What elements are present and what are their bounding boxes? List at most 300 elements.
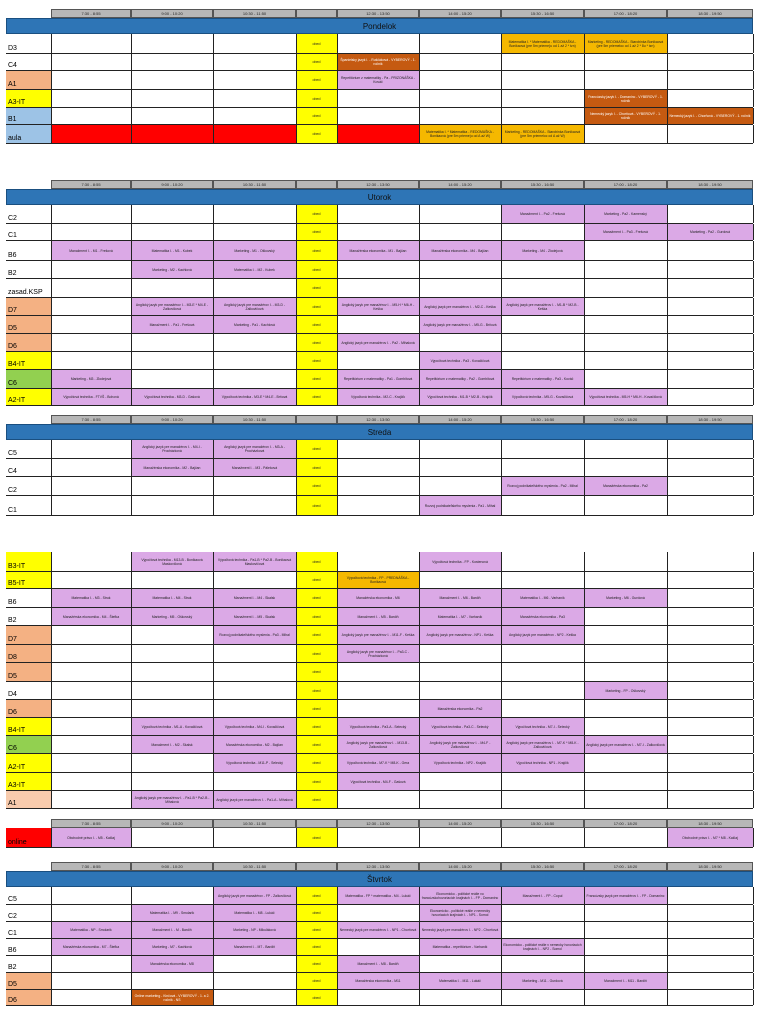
- grid-line: [667, 773, 668, 790]
- time-slot-label: [296, 819, 337, 828]
- grid-line: [419, 71, 420, 89]
- grid-line: [296, 552, 297, 571]
- class-entry[interactable]: Francúzsky jazyk pre manažérov I. - FP - Domaninc: [584, 887, 667, 904]
- class-entry[interactable]: Výpočtová technika - M7-K * M8-K - Gera: [337, 754, 419, 772]
- class-entry[interactable]: Marketing - M3 - Zlodejová: [51, 370, 131, 388]
- class-entry[interactable]: Manažérska ekonomika - M4 - Bajčan: [419, 241, 501, 260]
- class-entry[interactable]: Manažment I. - Pa2 - Frešová: [501, 205, 584, 223]
- grid-line: [131, 125, 132, 143]
- class-entry[interactable]: Marketing - REDOMAŠKA - Starobinka Bonikaová (pre 5m priemeloc od 1 až 2 * 8u * tzn): [584, 34, 667, 53]
- lunch-break-cell: obed: [296, 773, 337, 790]
- class-entry[interactable]: Španielsky jazyk I. - Ruščáková - VYBEROVÝ - 1. ročník: [337, 54, 419, 70]
- class-entry[interactable]: Matematika I. - M1 - Kubek: [131, 241, 213, 260]
- class-entry[interactable]: Ekonomicko - politické reálie v nemecky hovoriacich krajinách I. - NP1 - Somol: [419, 905, 501, 921]
- grid-line: [584, 477, 585, 495]
- room-row: [6, 370, 753, 389]
- class-entry[interactable]: Výpočtová technika - FP - PREDNÁŠKA - Bonikaová: [337, 572, 419, 588]
- grid-line: [337, 334, 338, 351]
- grid-line: [131, 990, 132, 1005]
- class-entry[interactable]: Matematika I. - M7 - Varhaník: [419, 608, 501, 625]
- class-entry[interactable]: Manažment I. - M3 - Páleková: [213, 459, 296, 476]
- room-label: B2: [6, 261, 51, 278]
- grid-line: [584, 887, 585, 904]
- class-entry[interactable]: Anglický jazyk pre manažérov - NP2 - Keška: [501, 626, 584, 644]
- grid-line: [667, 589, 668, 607]
- lunch-break-cell: obed: [296, 718, 337, 735]
- grid-line: [584, 990, 585, 1005]
- room-row: [6, 922, 753, 939]
- class-entry[interactable]: Anglický jazyk pre manažérov I. - M11-F - Keška: [337, 626, 419, 644]
- room-label: A3-IT: [6, 90, 51, 107]
- grid-line: [501, 905, 502, 921]
- room-row: [6, 34, 753, 54]
- grid-line: [584, 125, 585, 143]
- class-entry[interactable]: Manažérska ekonomika - Pa2: [584, 477, 667, 495]
- class-entry[interactable]: Anglický jazyk pre manažérov I. - M4-F - Zalkovičová: [419, 736, 501, 753]
- grid-line: [213, 108, 214, 124]
- grid-line: [51, 887, 52, 904]
- grid-line: [667, 572, 668, 588]
- room-label: C6: [6, 370, 51, 388]
- room-row: [6, 682, 753, 700]
- grid-line: [419, 352, 420, 369]
- class-entry[interactable]: Matematika I. - M6 - Varhaník: [501, 589, 584, 607]
- grid-line: [337, 496, 338, 515]
- room-row: [6, 459, 753, 477]
- room-row: [6, 261, 753, 279]
- grid-line: [501, 663, 502, 681]
- grid-line: [337, 754, 338, 772]
- lunch-break-cell: obed: [296, 224, 337, 240]
- class-entry[interactable]: Manažérska ekonomika - M8: [131, 956, 213, 972]
- grid-line: [296, 54, 297, 70]
- class-entry[interactable]: Manažment I. - FP - Copul: [501, 887, 584, 904]
- grid-line: [51, 828, 52, 847]
- grid-line: [213, 261, 214, 278]
- grid-line: [337, 552, 338, 571]
- grid-line: [501, 261, 502, 278]
- class-entry[interactable]: Marketing - NP - Mikuláková: [213, 922, 296, 938]
- class-entry[interactable]: Výpočtová technika - M4-I - Kovačičová: [213, 718, 296, 735]
- class-entry[interactable]: Anglický jazyk pre manažérov I. - M3-E * M4-E - Zalkovičová: [131, 298, 213, 315]
- grid-line: [337, 626, 338, 644]
- time-slot-label: 12:30 - 13:50: [337, 180, 419, 189]
- grid-line: [419, 370, 420, 388]
- grid-line: [131, 552, 132, 571]
- grid-line: [753, 316, 754, 333]
- class-entry[interactable]: Manažérska ekonomika - Pa2: [419, 700, 501, 717]
- grid-line: [337, 125, 338, 143]
- class-entry[interactable]: Obchodné právo I. - M5 - Kalčaj: [51, 828, 131, 847]
- grid-line: [51, 261, 52, 278]
- grid-line: [419, 663, 420, 681]
- room-label: B3-IT: [6, 552, 51, 571]
- grid-line: [501, 589, 502, 607]
- class-entry[interactable]: Rozvoj podnikateľského myslenia - Pa1 - Mihal: [419, 496, 501, 515]
- class-entry[interactable]: Manažérska ekonomika - M4 - Štefka: [51, 608, 131, 625]
- class-entry[interactable]: Výpočtová technika - FTVŠ - Bohová: [51, 389, 131, 405]
- class-entry[interactable]: Marketing - M7 - Kachlová: [131, 939, 213, 955]
- grid-line: [419, 700, 420, 717]
- grid-line: [337, 298, 338, 315]
- lunch-break-cell: obed: [296, 700, 337, 717]
- grid-line: [753, 645, 754, 662]
- lunch-break-cell: obed: [296, 71, 337, 89]
- class-entry[interactable]: Marketing - Pa1 - Kachlová: [213, 316, 296, 333]
- grid-line: [337, 459, 338, 476]
- room-label: D5: [6, 316, 51, 333]
- grid-line: [213, 589, 214, 607]
- class-entry[interactable]: Výpočtová technika - M13-B - Bonikaová Maskovičová: [131, 552, 213, 571]
- class-entry[interactable]: Nemecký jazyk pre manažérov I. - NP1 - Chorňová: [337, 922, 419, 938]
- grid-line: [419, 939, 420, 955]
- grid-line: [131, 828, 132, 847]
- grid-line: [337, 828, 338, 847]
- grid-line: [753, 572, 754, 588]
- lunch-break-cell: obed: [296, 956, 337, 972]
- class-entry[interactable]: Rozvoj podnikateľského myslenia - Pa3 - Mihal: [213, 626, 296, 644]
- class-entry[interactable]: Výpočtová technika - FP - Kostenová: [419, 552, 501, 571]
- grid-line: [501, 939, 502, 955]
- class-entry[interactable]: Anglický jazyk pre manažérov - FP - Zalkovičová: [213, 887, 296, 904]
- class-entry[interactable]: Marketing - M4 - Zlodejová: [501, 241, 584, 260]
- class-entry[interactable]: Marketing - M6 - Gurdová: [584, 589, 667, 607]
- class-entry[interactable]: Online marketing - Kinčová - VYBEROVÝ - 1. a 2. ročník - NS: [131, 990, 213, 1005]
- class-entry[interactable]: Manažérska ekonomika - M2 - Bajčan: [131, 459, 213, 476]
- class-entry[interactable]: Anglický jazyk pre manažérov I. - Pa2 - Mihalová: [337, 334, 419, 351]
- grid-line: [501, 279, 502, 297]
- class-entry[interactable]: Nemecký jazyk pre manažérov I. - NP2 - Chorňová: [419, 922, 501, 938]
- grid-line: [51, 370, 52, 388]
- grid-line: [296, 626, 297, 644]
- class-entry[interactable]: Manažment I. - M5 - Skalsk: [213, 608, 296, 625]
- grid-line: [753, 298, 754, 315]
- time-slot-label: 15:30 - 16:50: [501, 180, 584, 189]
- grid-line: [213, 956, 214, 972]
- class-entry[interactable]: Anglický jazyk pre manažérov I. - M7-K * M8-K - Zalkovičová: [501, 736, 584, 753]
- grid-line: [419, 241, 420, 260]
- grid-line: [337, 316, 338, 333]
- class-entry[interactable]: Nemecký jazyk I. - Chorňová - VYBEROVÝ - 1. ročník: [667, 108, 753, 124]
- room-label: A1: [6, 791, 51, 808]
- class-entry[interactable]: Marketing - M11 - Gurdová: [501, 973, 584, 989]
- class-entry[interactable]: Marketing - Pa2 - Kamenský: [584, 205, 667, 223]
- grid-line: [131, 108, 132, 124]
- grid-line: [753, 477, 754, 495]
- time-header-row: [6, 819, 753, 828]
- class-entry[interactable]: Manažment I. - Pa1 - Frešová: [131, 316, 213, 333]
- class-entry[interactable]: Manažment I. - M4 - Skalsk: [213, 589, 296, 607]
- class-entry[interactable]: Manažérska ekonomika - M6: [337, 589, 419, 607]
- grid-line: [753, 54, 754, 70]
- time-slot-label: 14:00 - 15:20: [419, 180, 501, 189]
- grid-line: [131, 71, 132, 89]
- reserved-block: [51, 125, 419, 143]
- class-entry[interactable]: Manažérska ekonomika - M2 - Bajčan: [213, 736, 296, 753]
- time-slot-label: 7:30 - 8:55: [51, 862, 131, 871]
- grid-line: [51, 589, 52, 607]
- time-slot-label: 9:00 - 10:20: [131, 862, 213, 871]
- grid-line: [213, 459, 214, 476]
- grid-line: [419, 754, 420, 772]
- grid-line: [296, 754, 297, 772]
- class-entry[interactable]: Výpočtová technika - M1-A - Kovačičová: [131, 718, 213, 735]
- time-slot-label: 9:00 - 10:20: [131, 180, 213, 189]
- room-row: [6, 552, 753, 572]
- class-entry[interactable]: Výpočtová technika - M11-P - Selecký: [213, 754, 296, 772]
- grid-line: [419, 990, 420, 1005]
- class-entry[interactable]: Manažment I. - M6 - Bardiň: [419, 589, 501, 607]
- grid-line: [667, 125, 668, 143]
- grid-line: [501, 700, 502, 717]
- class-entry[interactable]: Manažérska ekonomika - M1 - Bajčan: [337, 241, 419, 260]
- grid-line: [419, 552, 420, 571]
- room-row: [6, 205, 753, 224]
- class-entry[interactable]: Rozvoj podnikateľského myslenia - Pa2 - Mihal: [501, 477, 584, 495]
- class-entry[interactable]: Anglický jazyk pre manažérov I. - M5-G - Brňová: [419, 316, 501, 333]
- grid-line: [51, 682, 52, 699]
- grid-line: [337, 90, 338, 107]
- class-entry[interactable]: Výpočtová technika - NP2 - Krajčík: [419, 754, 501, 772]
- grid-line: [296, 956, 297, 972]
- class-entry[interactable]: Ekonomicko - politické reálie v nemecky hovoriacich krajinách I. - NP2 - Somol: [501, 939, 584, 955]
- class-entry[interactable]: Manažérska ekonomika - M7 - Štefka: [51, 939, 131, 955]
- grid-line: [51, 496, 52, 515]
- class-entry[interactable]: Anglický jazyk pre manažérov I. - M3-A - Procházková: [213, 440, 296, 458]
- class-entry[interactable]: Anglický jazyk pre manažérov I. - M7-I - Zalkovičová: [584, 736, 667, 753]
- grid-line: [296, 922, 297, 938]
- class-entry[interactable]: Manažment I. - M5 - Bardiň: [337, 608, 419, 625]
- class-entry[interactable]: Anglický jazyk pre manažérov I. - M2-C - Keška: [419, 298, 501, 315]
- class-entry[interactable]: Výpočtová technika - Pa1-B * Pa2-B - Bonikaová Maskovičová: [213, 552, 296, 571]
- grid-line: [51, 773, 52, 790]
- time-slot-label: 15:30 - 16:50: [501, 819, 584, 828]
- grid-line: [213, 71, 214, 89]
- day-header: Pondelok: [6, 18, 753, 34]
- class-entry[interactable]: Matematika - FP * matematika - M4 - Lukáč: [337, 887, 419, 904]
- grid-line: [296, 298, 297, 315]
- grid-line: [296, 773, 297, 790]
- class-entry[interactable]: Manažment I. - M - Bardiň: [131, 922, 213, 938]
- class-entry[interactable]: Manažérska ekonomika - M11: [337, 973, 419, 989]
- lunch-break-cell: obed: [296, 589, 337, 607]
- class-entry[interactable]: Matematika I. - M4 - Struk: [131, 589, 213, 607]
- time-slot-label: 18:30 - 19:50: [667, 415, 753, 424]
- grid-line: [337, 34, 338, 53]
- grid-line: [296, 496, 297, 515]
- day-header: Štvrtok: [6, 871, 753, 887]
- class-entry[interactable]: Obchodné právo I. - M7 * M8 - Kalčaj: [667, 828, 753, 847]
- class-entry[interactable]: Manažment I. - M7 - Bardiň: [213, 939, 296, 955]
- grid-line: [337, 791, 338, 808]
- grid-line: [131, 352, 132, 369]
- grid-line: [213, 54, 214, 70]
- room-label: B2: [6, 956, 51, 972]
- grid-line: [584, 828, 585, 847]
- grid-line: [584, 459, 585, 476]
- time-slot-label: 17:00 - 18:20: [584, 819, 667, 828]
- class-entry[interactable]: Matematika I. * Matematika - REDOMAŠKA - Bonikaová (pre 5m prieme)u od 1 až 2 * tzn): [501, 34, 584, 53]
- grid-line: [131, 477, 132, 495]
- class-entry[interactable]: Výpočtová technika - Pa3 - Kovačičová: [419, 352, 501, 369]
- grid-line: [51, 626, 52, 644]
- grid-line: [213, 389, 214, 405]
- class-entry[interactable]: Repetitórium z matematiky - Pa - PRIZONÁŠKA - Kováč: [337, 71, 419, 89]
- grid-line: [501, 828, 502, 847]
- grid-line: [296, 905, 297, 921]
- lunch-break-cell: obed: [296, 754, 337, 772]
- room-label: zasad.KSP: [6, 279, 51, 297]
- class-entry[interactable]: Anglický jazyk pre manažérov I. - M4-I - Procházková: [131, 440, 213, 458]
- grid-line: [753, 440, 754, 458]
- time-slot-label: 15:30 - 16:50: [501, 415, 584, 424]
- grid-line: [753, 939, 754, 955]
- class-entry[interactable]: Anglický jazyk pre manažérov I. - M5-H * M6-H - Keška: [337, 298, 419, 315]
- class-entry[interactable]: Nemecký jazyk I. - Chorňová - VYBEROVÝ - 1. ročník: [584, 108, 667, 124]
- grid-line: [131, 736, 132, 753]
- grid-line: [51, 224, 52, 240]
- grid-line: [213, 663, 214, 681]
- grid-line: [667, 754, 668, 772]
- class-entry[interactable]: Matematika I. * Matematika - REDOMAŠKA - Bonikaová (pre 5m prieme)u od A až W): [419, 125, 501, 143]
- class-entry[interactable]: Repetitórium z matematiky - Pa1 - Gombitová: [337, 370, 419, 388]
- lunch-break-cell: obed: [296, 316, 337, 333]
- grid-line: [667, 887, 668, 904]
- class-entry[interactable]: Repetitórium z matematiky - Pa3 - Kováč: [501, 370, 584, 388]
- grid-line: [131, 572, 132, 588]
- class-entry[interactable]: Manažment I. - Pa3 - Frešová: [584, 224, 667, 240]
- class-entry[interactable]: Výpočtová technika - M4-F - Gašová: [337, 773, 419, 790]
- class-entry[interactable]: Manažment I. - M11 - Bardiň: [584, 973, 667, 989]
- grid-line: [213, 477, 214, 495]
- room-row: [6, 298, 753, 316]
- grid-line: [753, 352, 754, 369]
- class-entry[interactable]: Výpočtová technika - M1-B * M2-B - Krajčík: [419, 389, 501, 405]
- grid-line: [419, 608, 420, 625]
- grid-line: [419, 626, 420, 644]
- grid-line: [131, 298, 132, 315]
- class-entry[interactable]: Matematika I. - M2 - Kubek: [213, 261, 296, 278]
- class-entry[interactable]: Výpočtová technika - Pa3-C - Selecký: [419, 718, 501, 735]
- class-entry[interactable]: Manažment I. - M2 - Skalsk: [131, 736, 213, 753]
- grid-line: [667, 608, 668, 625]
- grid-line: [213, 700, 214, 717]
- grid-line: [131, 718, 132, 735]
- room-label: C5: [6, 440, 51, 458]
- time-slot-label: 7:30 - 8:55: [51, 180, 131, 189]
- room-row: [6, 736, 753, 754]
- class-entry[interactable]: Marketing - Pa2 - Gurdová: [667, 224, 753, 240]
- class-entry[interactable]: Matematika I. - M11 - Lukáč: [419, 973, 501, 989]
- grid-line: [753, 905, 754, 921]
- grid-line: [131, 496, 132, 515]
- grid-line: [51, 663, 52, 681]
- grid-line: [584, 773, 585, 790]
- room-row: [6, 887, 753, 905]
- class-entry[interactable]: Matematika I. - M9 - Smolarik: [131, 905, 213, 921]
- class-entry[interactable]: Marketing - REDOMAŠKA - Starobinka Bonikaová (pre 5m priemeloc od A až W): [501, 125, 584, 143]
- room-label: D6: [6, 700, 51, 717]
- grid-line: [753, 370, 754, 388]
- class-entry[interactable]: Anglický jazyk pre manažérov I. - Pa1-B * Pa2-B - Mihalová: [131, 791, 213, 808]
- class-entry[interactable]: Výpočtová technika - M2-C - Krajčík: [337, 389, 419, 405]
- class-entry[interactable]: Marketing - M1 - Oškovský: [213, 241, 296, 260]
- time-header-row: [6, 180, 753, 189]
- grid-line: [213, 736, 214, 753]
- class-entry[interactable]: Manažment I. - M8 - Bardiň: [337, 956, 419, 972]
- class-entry[interactable]: Výpočtová technika - M3-E * M4-E - Brňová: [213, 389, 296, 405]
- class-entry[interactable]: Manažérska ekonomika - Pa3: [501, 608, 584, 625]
- class-entry[interactable]: Výpočtová technika - M5-H * M6-H - Kovačičová: [584, 389, 667, 405]
- grid-line: [213, 791, 214, 808]
- grid-line: [584, 90, 585, 107]
- grid-line: [501, 645, 502, 662]
- grid-line: [584, 922, 585, 938]
- grid-line: [337, 370, 338, 388]
- class-entry[interactable]: Ekonomicko - politické reálie vo francúzskohovoriacich krajinách I. - FP - Domaninc: [419, 887, 501, 904]
- grid-line: [131, 389, 132, 405]
- class-entry[interactable]: Anglický jazyk pre manažérov - NP1 - Keška: [419, 626, 501, 644]
- class-entry[interactable]: Výpočtová technika - M3-D - Gašová: [131, 389, 213, 405]
- grid-line: [753, 224, 754, 240]
- class-entry[interactable]: Matematika I. - M3 - Struk: [51, 589, 131, 607]
- class-entry[interactable]: Matematika - NP - Smolarik: [51, 922, 131, 938]
- grid-line: [337, 608, 338, 625]
- class-entry[interactable]: Manažment I. - M1 - Frešová: [51, 241, 131, 260]
- class-entry[interactable]: Výpočtová technika - Pa3-A - Selecký: [337, 718, 419, 735]
- grid-line: [419, 389, 420, 405]
- class-entry[interactable]: Marketing - FP - Oškovský: [584, 682, 667, 699]
- room-row: [6, 905, 753, 922]
- class-entry[interactable]: Marketing - M5 - Oškovský: [131, 608, 213, 625]
- grid-line: [753, 736, 754, 753]
- class-entry[interactable]: Anglický jazyk pre manažérov I. - M1-B * M2-B - Keška: [501, 298, 584, 315]
- time-slot-label: 10:30 - 11:50: [213, 180, 296, 189]
- class-entry[interactable]: Marketing - M2 - Kachlová: [131, 261, 213, 278]
- class-entry[interactable]: Francúzsky jazyk I. - Domaninc - VYBEROVÝ - 1. ročník: [584, 90, 667, 107]
- class-entry[interactable]: Matematika I. - M8 - Lukáč: [213, 905, 296, 921]
- class-entry[interactable]: Výpočtová technika - NP1 - Krajčík: [501, 754, 584, 772]
- class-entry[interactable]: Anglický jazyk pre manažérov I. - M3-D - Zalkovičová: [213, 298, 296, 315]
- grid-line: [213, 645, 214, 662]
- grid-line: [584, 108, 585, 124]
- grid-line: [584, 54, 585, 70]
- class-entry[interactable]: Matematika - repetitórium - Varhaník: [419, 939, 501, 955]
- lunch-break-cell: obed: [296, 334, 337, 351]
- class-entry[interactable]: Repetitórium z matematiky - Pa2 - Gombitová: [419, 370, 501, 388]
- grid-line: [501, 773, 502, 790]
- class-entry[interactable]: Anglický jazyk pre manažérov I. - Pa3-C - Procházková: [337, 645, 419, 662]
- grid-line: [501, 718, 502, 735]
- class-entry[interactable]: Výpočtová technika - M7-I - Selecký: [501, 718, 584, 735]
- grid-line: [296, 887, 297, 904]
- grid-line: [337, 990, 338, 1005]
- grid-line: [296, 477, 297, 495]
- grid-line: [131, 90, 132, 107]
- grid-line: [667, 552, 668, 571]
- grid-line: [337, 645, 338, 662]
- grid-line: [584, 682, 585, 699]
- class-entry[interactable]: Anglický jazyk pre manažérov I. - M13-B - Zalkovičová: [337, 736, 419, 753]
- time-slot-label: 12:30 - 13:50: [337, 862, 419, 871]
- grid-line: [584, 71, 585, 89]
- room-label: D8: [6, 645, 51, 662]
- class-entry[interactable]: Anglický jazyk pre manažérov I. - Pa1-A - Mihalová: [213, 791, 296, 808]
- grid-line: [419, 90, 420, 107]
- room-row: [6, 990, 753, 1006]
- class-entry[interactable]: Výpočtová technika - M5-G - Kovačičová: [501, 389, 584, 405]
- lunch-break-cell: obed: [296, 459, 337, 476]
